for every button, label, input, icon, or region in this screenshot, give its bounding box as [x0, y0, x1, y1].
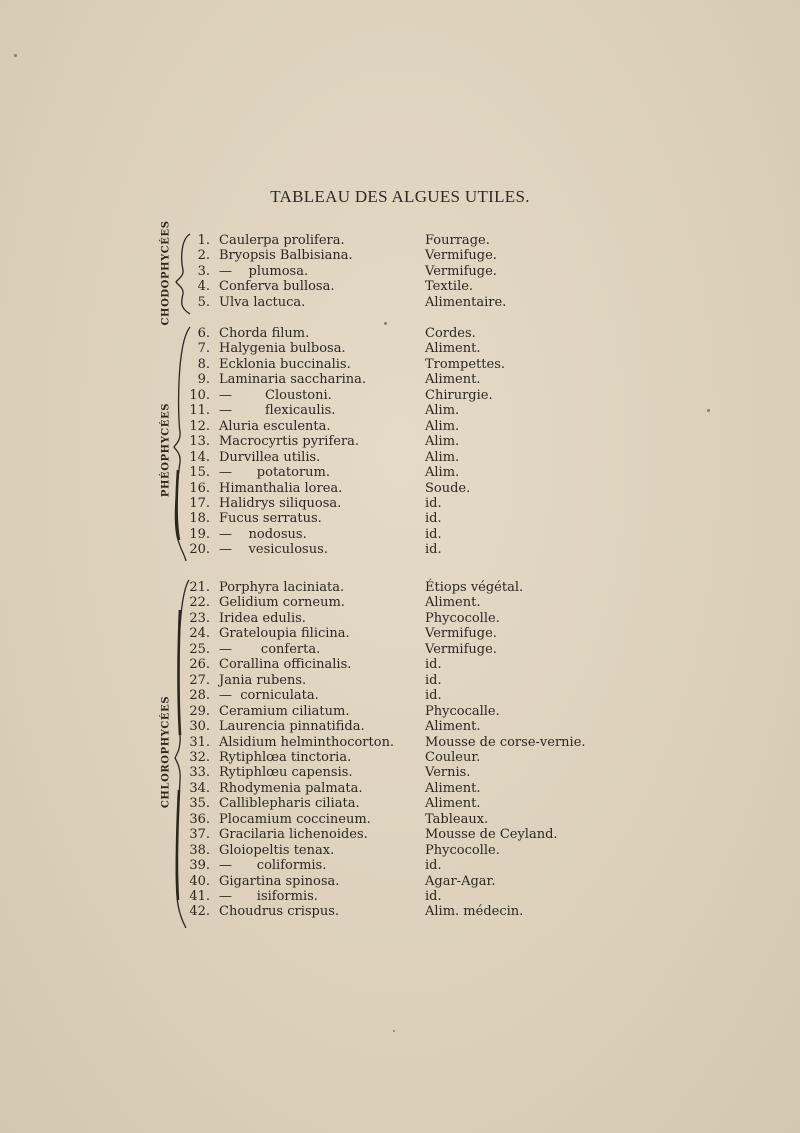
species-use: Couleur. — [425, 749, 481, 765]
row-number: 29. — [189, 703, 210, 719]
species-name: Laurencia pinnatifida. — [219, 719, 365, 735]
row-number: 33. — [189, 765, 210, 781]
species-use: id. — [425, 672, 442, 688]
group-label-pheophycees: PHÉOPHYCÉES — [160, 402, 172, 498]
species-name: — flexicaulis. — [219, 403, 336, 419]
species-use: Chirurgie. — [425, 387, 493, 403]
species-use: Vermifuge. — [425, 248, 497, 264]
row-number: 39. — [189, 858, 210, 874]
species-use: Phycocalle. — [425, 703, 500, 719]
row-number: 6. — [197, 326, 210, 341]
species-name: Chorda filum. — [219, 326, 310, 341]
row-number: 36. — [189, 811, 210, 827]
species-name: Plocamium coccineum. — [219, 811, 371, 827]
group-label-chodophycees: CHODOPHYCÉES — [160, 220, 172, 326]
row-number: 18. — [189, 511, 210, 527]
species-name: Ecklonia buccinalis. — [219, 356, 351, 372]
row-number: 22. — [189, 595, 210, 611]
species-use: Étiops végétal. — [425, 580, 524, 595]
row-number: 21. — [189, 580, 210, 595]
species-name: — corniculata. — [219, 688, 319, 704]
species-name: Conferva bullosa. — [219, 279, 335, 295]
species-use: Vermifuge. — [425, 263, 497, 279]
row-number: 38. — [189, 842, 210, 858]
species-use: Aliment. — [425, 595, 481, 611]
species-use: Alim. — [425, 465, 460, 481]
species-use: id. — [425, 688, 442, 704]
species-use: id. — [425, 495, 442, 511]
species-use: Aliment. — [425, 796, 481, 812]
row-number: 13. — [189, 434, 210, 450]
species-name: Gelidium corneum. — [219, 595, 345, 611]
species-name: — Cloustoni. — [219, 387, 332, 403]
species-name: — isiformis. — [219, 889, 318, 904]
species-use: Vermifuge. — [425, 641, 497, 657]
species-use: Aliment. — [425, 372, 481, 388]
row-number: 11. — [189, 403, 210, 419]
species-use: id. — [425, 511, 442, 527]
row-number: 10. — [189, 387, 210, 403]
species-use: Vernis. — [425, 765, 471, 781]
row-number: 8. — [197, 356, 210, 372]
species-name: Macrocyrtis pyrifera. — [219, 434, 360, 450]
species-name: Fucus serratus. — [219, 511, 322, 527]
species-use: id. — [425, 858, 442, 874]
species-use: Alim. — [425, 449, 460, 465]
species-use: Alim. — [425, 434, 460, 450]
species-use: Alim. — [425, 403, 460, 419]
row-number: 2. — [197, 248, 210, 264]
species-use: Aliment. — [425, 719, 481, 735]
paper-speck — [14, 54, 17, 57]
species-name: — coliformis. — [219, 858, 327, 874]
species-use: Trompettes. — [425, 356, 505, 372]
species-name: Gigartina spinosa. — [219, 873, 340, 889]
page-title: TABLEAU DES ALGUES UTILES. — [270, 187, 530, 206]
row-number: 7. — [197, 341, 210, 357]
row-number: 34. — [189, 780, 210, 796]
row-number: 40. — [189, 873, 210, 889]
row-number: 25. — [189, 641, 210, 657]
row-number: 27. — [189, 672, 210, 688]
species-name: Porphyra laciniata. — [219, 580, 345, 595]
species-name: — nodosus. — [219, 526, 307, 542]
species-use: Fourrage. — [425, 233, 490, 248]
row-number: 17. — [189, 495, 210, 511]
species-use: Alimentaire. — [425, 294, 507, 310]
species-use: Aliment. — [425, 780, 481, 796]
species-name: Ulva lactuca. — [219, 294, 306, 310]
species-name: Corallina officinalis. — [219, 657, 352, 673]
species-use: Agar-Agar. — [425, 873, 496, 889]
species-name: Choudrus crispus. — [219, 904, 340, 920]
species-use: id. — [425, 657, 442, 673]
brace-chodophycees — [176, 234, 190, 314]
row-number: 26. — [189, 657, 210, 673]
row-number: 35. — [189, 796, 210, 812]
species-name: — conferta. — [219, 641, 321, 657]
species-use: id. — [425, 542, 442, 558]
row-number: 32. — [189, 749, 210, 765]
row-number: 14. — [189, 449, 210, 465]
species-use: id. — [425, 889, 442, 904]
species-use: Soude. — [425, 480, 471, 496]
species-name: — vesiculosus. — [219, 542, 328, 558]
row-number: 30. — [189, 719, 210, 735]
species-name: — plumosa. — [219, 263, 309, 279]
species-use: Textile. — [425, 279, 474, 295]
paper-speck — [393, 1030, 395, 1032]
species-use: Cordes. — [425, 326, 476, 341]
row-number: 31. — [189, 734, 210, 750]
row-number: 1. — [197, 233, 210, 248]
species-name: Iridea edulis. — [219, 610, 306, 626]
row-number: 12. — [189, 418, 210, 434]
row-number: 9. — [197, 372, 210, 388]
species-use: Phycocolle. — [425, 610, 500, 626]
row-number: 37. — [189, 827, 210, 843]
group-label-chlorophycees: CHLOROPHYCÉES — [160, 695, 172, 809]
species-name: Jania rubens. — [219, 672, 307, 688]
row-number: 42. — [189, 904, 210, 920]
species-name: Grateloupia filicina. — [219, 626, 350, 642]
species-name: Aluria esculenta. — [219, 418, 331, 434]
species-name: Caulerpa prolifera. — [219, 233, 345, 248]
species-name: Rytiphlœu capensis. — [219, 765, 353, 781]
paper-speck — [384, 322, 387, 325]
species-use: Alim. médecin. — [425, 904, 524, 920]
row-number: 3. — [197, 263, 210, 279]
row-number: 41. — [189, 889, 210, 904]
species-use: Mousse de Ceyland. — [425, 827, 558, 843]
species-name: Halidrys siliquosa. — [219, 495, 342, 511]
row-number: 23. — [189, 610, 210, 626]
row-number: 28. — [189, 688, 210, 704]
row-number: 4. — [197, 279, 210, 295]
species-use: Alim. — [425, 418, 460, 434]
row-number: 24. — [189, 626, 210, 642]
species-use: id. — [425, 526, 442, 542]
paper-speck — [707, 409, 710, 412]
species-name: Gloiopeltis tenax. — [219, 842, 335, 858]
species-name: Durvillea utilis. — [219, 449, 321, 465]
species-use: Vermifuge. — [425, 626, 497, 642]
species-name: Bryopsis Balbisiana. — [219, 248, 353, 264]
species-name: Gracilaria lichenoides. — [219, 827, 368, 843]
species-name: Alsidium helminthocorton. — [219, 734, 395, 750]
row-number: 20. — [189, 542, 210, 558]
species-use: Tableaux. — [425, 811, 489, 827]
species-use: Phycocolle. — [425, 842, 500, 858]
species-name: Himanthalia lorea. — [219, 480, 343, 496]
row-number: 16. — [189, 480, 210, 496]
species-name: — potatorum. — [219, 465, 331, 481]
row-number: 15. — [189, 465, 210, 481]
species-name: Laminaria saccharina. — [219, 372, 366, 388]
species-name: Rhodymenia palmata. — [219, 780, 363, 796]
species-name: Halygenia bulbosa. — [219, 341, 346, 357]
row-number: 5. — [197, 294, 210, 310]
row-number: 19. — [189, 526, 210, 542]
species-name: Rytiphlœa tinctoria. — [219, 749, 352, 765]
species-name: Calliblepharis ciliata. — [219, 796, 360, 812]
species-use: Mousse de corse-vernie. — [425, 734, 586, 750]
species-name: Ceramium ciliatum. — [219, 703, 350, 719]
species-use: Aliment. — [425, 341, 481, 357]
